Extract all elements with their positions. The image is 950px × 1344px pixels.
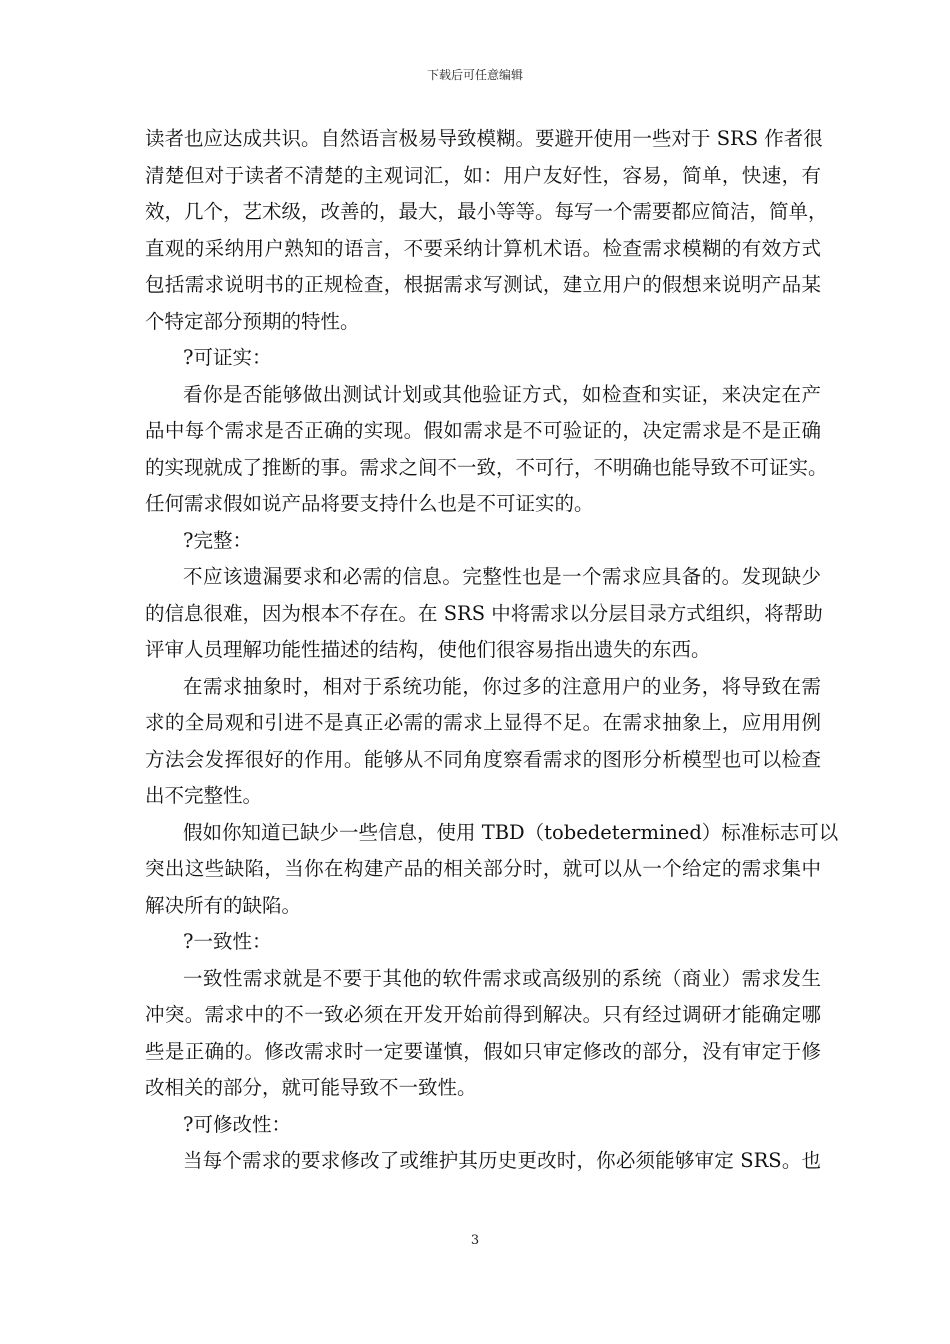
page-header: 下载后可任意编辑 xyxy=(426,68,523,82)
text-line: 突出这些缺陷，当你在构建产品的相关部分时，就可以从一个给定的需求集中 xyxy=(145,857,821,880)
text-line: ?一致性： xyxy=(183,930,272,953)
text-line: 看你是否能够做出测试计划或其他验证方式，如检查和实证，来决定在产 xyxy=(183,382,821,406)
text-line: 一致性需求就是不要于其他的软件需求或高级别的系统（商业）需求发生 xyxy=(183,966,821,990)
text-line: 的实现就成了推断的事。需求之间不一致，不可行，不明确也能导致不可证实。 xyxy=(145,455,828,479)
text-line: 求的全局观和引进不是真正必需的需求上显得不足。在需求抽象上，应用用例 xyxy=(145,711,821,734)
text-line: ?完整： xyxy=(183,528,252,552)
page-number: 3 xyxy=(470,1233,480,1248)
text-line: 不应该遗漏要求和必需的信息。完整性也是一个需求应具备的。发现缺少 xyxy=(183,565,821,588)
text-line: 包括需求说明书的正规检查，根据需求写测试，建立用户的假想来说明产品某 xyxy=(145,273,821,296)
text-line: 冲突。需求中的不一致必须在开发开始前得到解决。只有经过调研才能确定哪 xyxy=(145,1003,821,1026)
text-line: ?可证实： xyxy=(183,346,272,369)
text-line: 效，几个，艺术级，改善的，最大，最小等等。每写一个需要都应简洁，简单， xyxy=(145,200,828,223)
text-line: 任何需求假如说产品将要支持什么也是不可证实的。 xyxy=(145,492,594,515)
text-line: 出不完整性。 xyxy=(145,784,263,807)
text-line: 当每个需求的要求修改了或维护其历史更改时，你必须能够审定 SRS。也 xyxy=(183,1149,821,1172)
document-body xyxy=(145,121,839,1180)
text-line: ?可修改性： xyxy=(183,1112,291,1136)
text-line: 评审人员理解功能性描述的结构，使他们很容易指出遗失的东西。 xyxy=(145,638,711,661)
text-line: 在需求抽象时，相对于系统功能，你过多的注意用户的业务，将导致在需 xyxy=(183,674,821,698)
text-line: 些是正确的。修改需求时一定要谨慎，假如只审定修改的部分，没有审定于修 xyxy=(145,1039,821,1063)
text-line: 读者也应达成共识。自然语言极易导致模糊。要避开使用一些对于 SRS 作者很 xyxy=(145,127,823,150)
text-line: 改相关的部分，就可能导致不一致性。 xyxy=(145,1076,477,1099)
text-line: 直观的采纳用户熟知的语言，不要采纳计算机术语。检查需求模糊的有效方式 xyxy=(145,236,821,260)
text-line: 方法会发挥很好的作用。能够从不同角度察看需求的图形分析模型也可以检查 xyxy=(145,747,821,771)
text-line: 的信息很难，因为根本不存在。在 SRS 中将需求以分层目录方式组织，将帮助 xyxy=(145,601,823,625)
text-line: 品中每个需求是否正确的实现。假如需求是不可验证的，决定需求是不是正确 xyxy=(145,419,821,442)
text-line: 清楚但对于读者不清楚的主观词汇，如：用户友好性，容易，简单，快速，有 xyxy=(145,163,821,187)
text-line: 假如你知道已缺少一些信息，使用 TBD（tobedetermined）标准标志可以 xyxy=(183,820,839,844)
text-line: 解决所有的缺陷。 xyxy=(145,893,302,917)
text-line: 个特定部分预期的特性。 xyxy=(145,309,360,333)
